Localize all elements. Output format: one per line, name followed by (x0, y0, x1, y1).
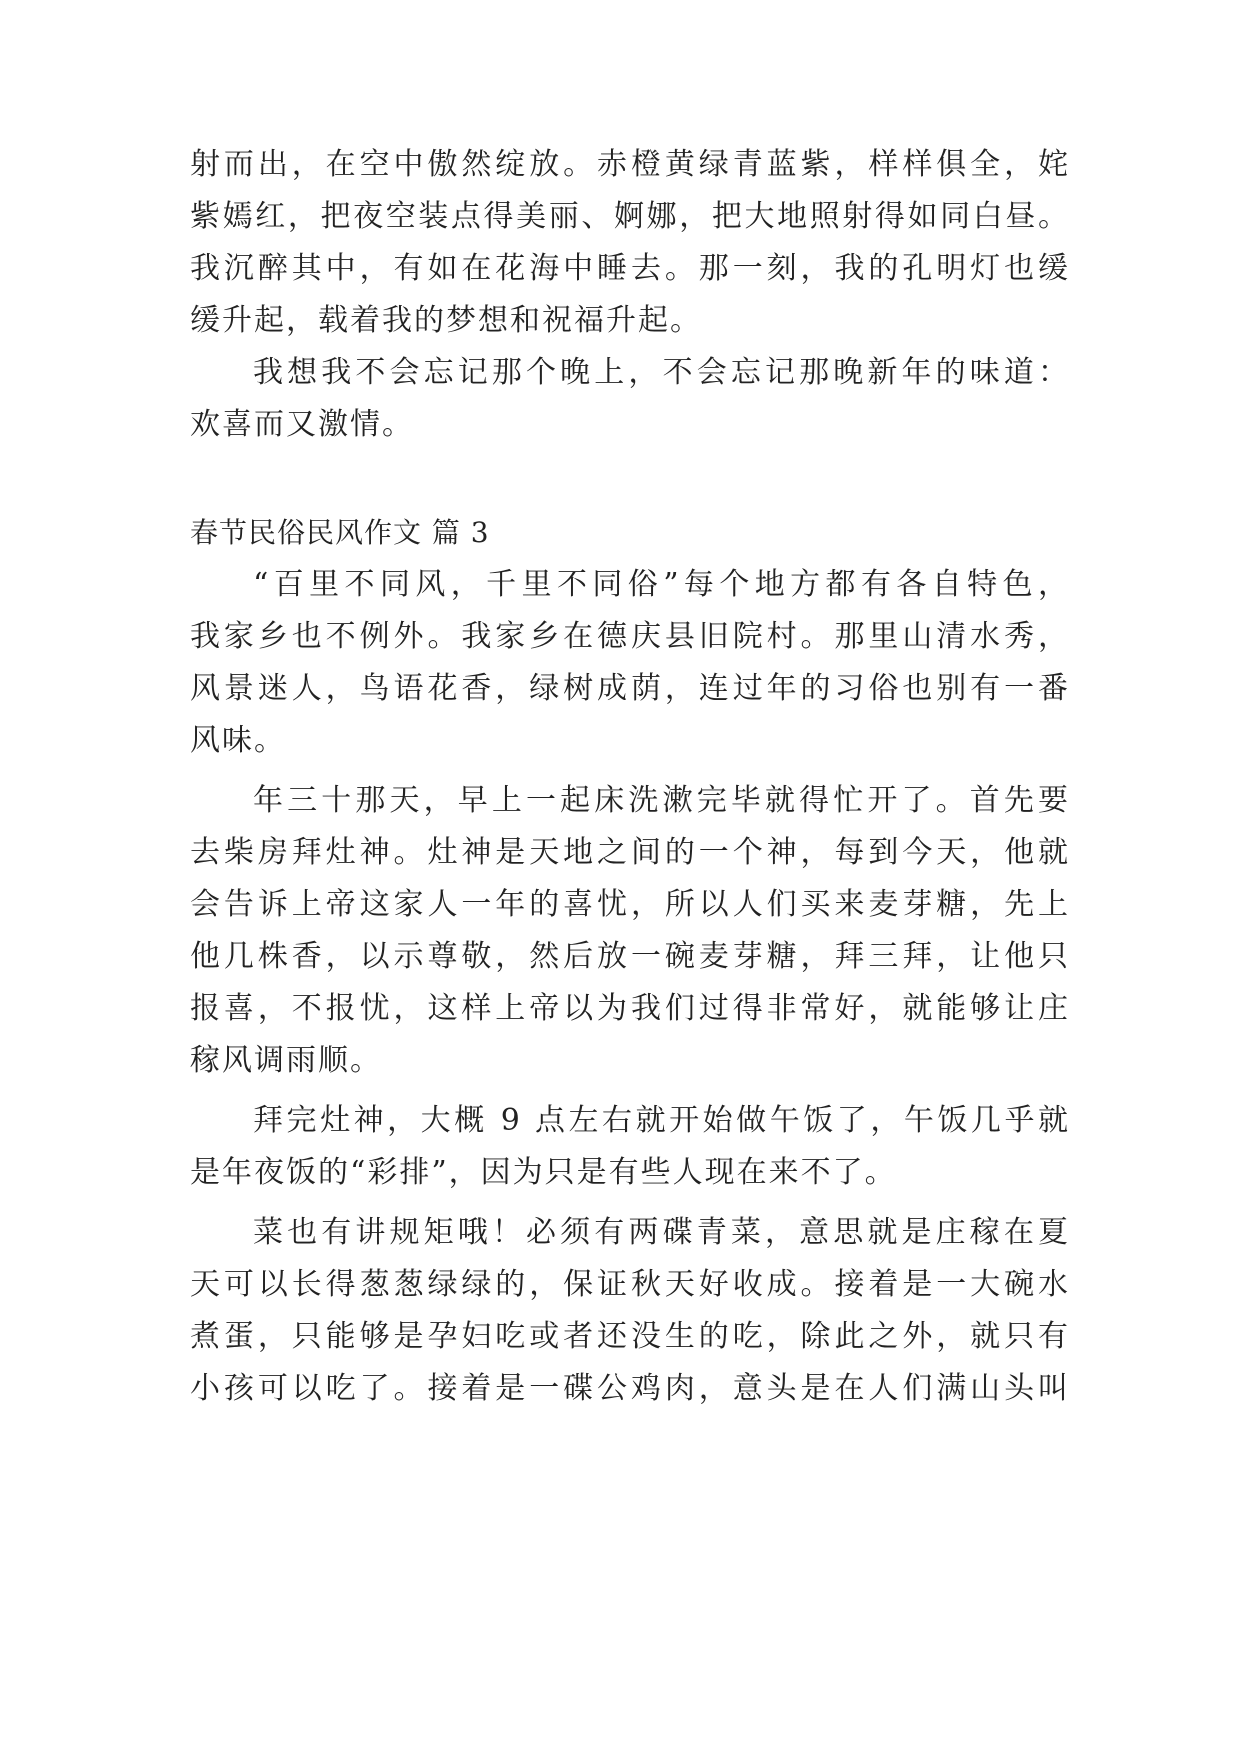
paragraph-line: 紫嫣红，把夜空装点得美丽、婀娜，把大地照射得如同白昼。 (190, 199, 1070, 234)
paragraph-line: 会告诉上帝这家人一年的喜忧，所以人们买来麦芽糖，先上 (190, 887, 1070, 922)
paragraph-line: “百里不同风，千里不同俗”每个地方都有各自特色， (253, 567, 1070, 602)
paragraph-line: 小孩可以吃了。接着是一碟公鸡肉，意头是在人们满山头叫 (190, 1371, 1070, 1406)
paragraph-line: 报喜，不报忧，这样上帝以为我们过得非常好，就能够让庄 (190, 991, 1070, 1026)
paragraph-line: 煮蛋，只能够是孕妇吃或者还没生的吃，除此之外，就只有 (190, 1319, 1070, 1354)
paragraph-line: 射而出，在空中傲然绽放。赤橙黄绿青蓝紫，样样俱全，姹 (190, 147, 1070, 182)
paragraph-line: 拜完灶神，大概 9 点左右就开始做午饭了，午饭几乎就 (253, 1103, 1070, 1138)
paragraph-line: 我沉醉其中，有如在花海中睡去。那一刻，我的孔明灯也缓 (190, 251, 1070, 286)
paragraph-line: 风景迷人，鸟语花香，绿树成荫，连过年的习俗也别有一番 (190, 671, 1070, 706)
paragraph-line: 我家乡也不例外。我家乡在德庆县旧院村。那里山清水秀， (190, 619, 1070, 654)
paragraph-line: 我想我不会忘记那个晚上，不会忘记那晚新年的味道： (253, 355, 1070, 390)
paragraph-line: 风味。 (190, 723, 286, 758)
paragraph-line: 天可以长得葱葱绿绿的，保证秋天好收成。接着是一大碗水 (190, 1267, 1070, 1302)
paragraph-line: 缓升起，载着我的梦想和祝福升起。 (190, 303, 702, 338)
paragraph-line: 年三十那天，早上一起床洗漱完毕就得忙开了。首先要 (253, 783, 1070, 818)
paragraph-line: 欢喜而又激情。 (190, 407, 414, 442)
paragraph-line: 菜也有讲规矩哦！必须有两碟青菜，意思就是庄稼在夏 (253, 1215, 1070, 1250)
paragraph-line: 去柴房拜灶神。灶神是天地之间的一个神，每到今天，他就 (190, 835, 1070, 870)
paragraph-line: 稼风调雨顺。 (190, 1043, 382, 1078)
paragraph-line: 是年夜饭的“彩排”，因为只是有些人现在来不了。 (190, 1155, 897, 1190)
paragraph-line: 他几株香，以示尊敬，然后放一碗麦芽糖，拜三拜，让他只 (190, 939, 1070, 974)
section-title: 春节民俗民风作文 篇 3 (190, 516, 490, 549)
